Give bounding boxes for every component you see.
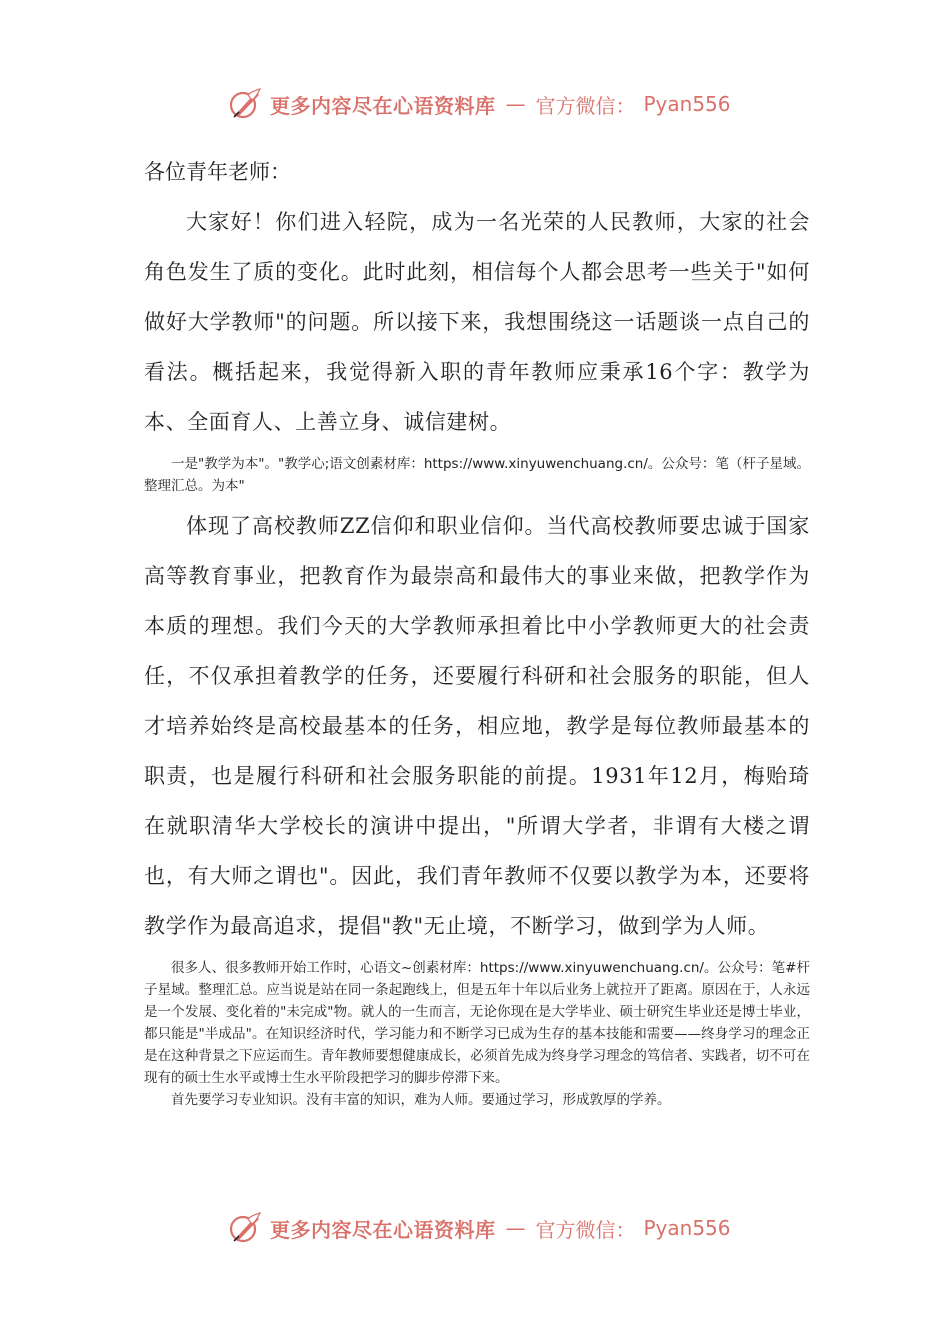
header-wechat-label: 官方微信： xyxy=(535,93,636,118)
quill-pen-logo-icon xyxy=(228,1211,262,1245)
header-banner-separator: — xyxy=(505,92,526,116)
header-banner xyxy=(228,82,731,126)
footer-wechat-id: Pyan556 xyxy=(643,1216,731,1240)
quill-pen-logo-icon xyxy=(228,87,262,121)
document-body xyxy=(144,147,810,1111)
paragraph-professional-knowledge: 首先要学习专业知识。没有丰富的知识，难为人师。要通过学习，形成敦厚的学养。 xyxy=(171,1092,671,1108)
header-banner-text: 更多内容尽在心语资料库 xyxy=(270,93,496,118)
salutation: 各位青年老师： xyxy=(144,160,291,184)
paragraph-intro: 大家好！你们进入轻院，成为一名光荣的人民教师，大家的社会角色发生了质的变化。此时此刻，相信每个人都会思考一些关于"如何做好大学教师"的问题。所以接下来，我想围绕这一话题谈一点自己的看法。概括起来，我觉得新入职的青年教师应秉承16个字：教学为本、全面育人、上善立身、诚信建树。 xyxy=(144,210,810,434)
footer-banner xyxy=(228,1206,731,1250)
paragraph-teaching-first: 体现了高校教师ZZ信仰和职业信仰。当代高校教师要忠诚于国家高等教育事业，把教育作为最崇高和最伟大的事业来做，把教学作为本质的理想。我们今天的大学教师承担着比中小学教师更大的社会责任，不仅承担着教学的任务，还要履行科研和社会服务的职能，但人才培养始终是高校最基本的任务，相应地，教学是每位教师最基本的职责，也是履行科研和社会服务职能的前提。1931年12月，梅贻琦在就职清华大学校长的演讲中提出，"所谓大学者，非谓有大楼之谓也，有大师之谓也"。因此，我们青年教师不仅要以教学为本，还要将教学作为最高追求，提倡"教"无止境，不断学习，做到学为人师。 xyxy=(144,514,810,938)
header-wechat-id: Pyan556 xyxy=(643,92,731,116)
paragraph-point-one: 一是"教学为本"。"教学心;语文创素材库：https://www.xinyuwenchuang.cn/。公众号：笔（杆子星域。整理汇总。为本" xyxy=(144,456,810,494)
footer-banner-text: 更多内容尽在心语资料库 xyxy=(270,1217,496,1242)
paragraph-lifelong-learning: 很多人、很多教师开始工作时，心语文~创素材库：https://www.xinyuwenchuang.cn/。公众号：笔#杆子星域。整理汇总。应当说是站在同一条起跑线上，但是五年十年以后业务上就拉开了距离。原因在于，人永远是一个发展、变化着的"未完成"物。就人的一生而言，无论你现在是大学毕业、硕士研究生毕业还是博士毕业，都只能是"半成品"。在知识经济时代，学习能力和不断学习已成为生存的基本技能和需要——终身学习的理念正是在这种背景之下应运而生。青年教师要想健康成长，必须首先成为终身学习理念的笃信者、实践者，切不可在现有的硕士生水平或博士生水平阶段把学习的脚步停滞下来。 xyxy=(144,960,810,1086)
footer-wechat-label: 官方微信： xyxy=(535,1217,636,1242)
footer-banner-separator: — xyxy=(505,1216,526,1240)
